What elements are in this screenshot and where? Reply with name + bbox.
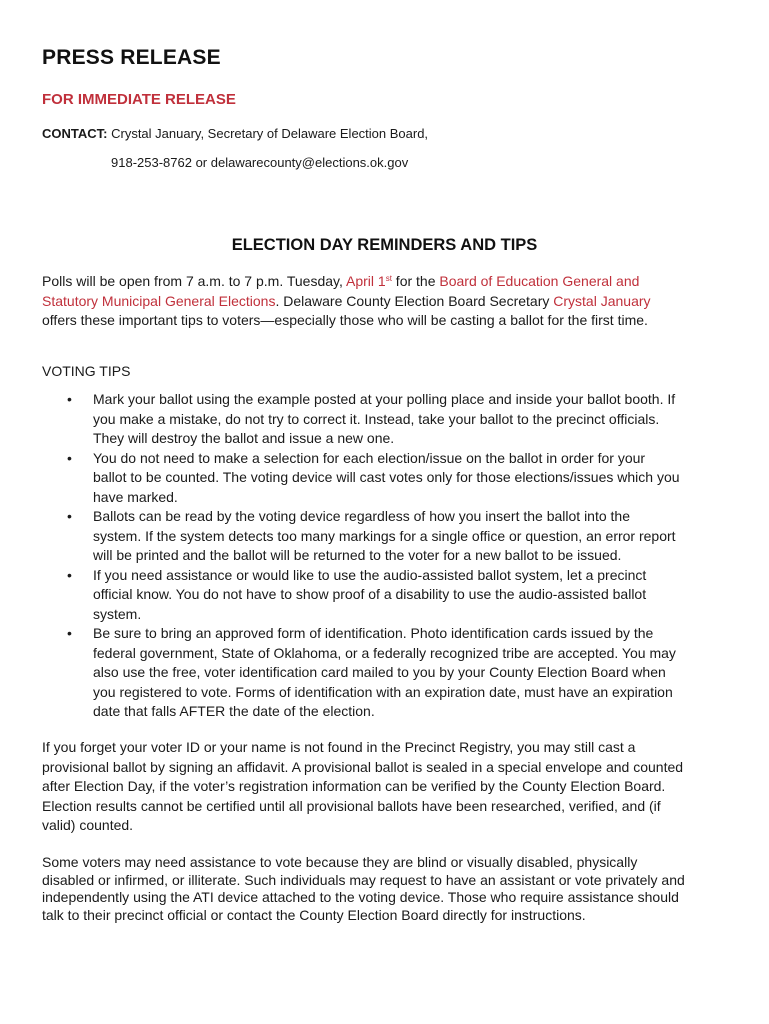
bullet: •	[67, 508, 72, 524]
election-date-suffix: st	[385, 274, 392, 283]
list-item	[42, 449, 682, 508]
tip-text: Be sure to bring an approved form of identification. Photo identification cards issued by the federal government, State of Oklahoma, or a federally recognized tribe are accepted. You may also use the free, voter identification card mailed to you by your County Election Board when you registered to vote. Forms of identification with an expiration date, must have an expiration date that falls AFTER the date of the election.	[93, 625, 676, 719]
provisional-ballot-paragraph: If you forget your voter ID or your name is not found in the Precinct Registry, you may still cast a provisional ballot by signing an affidavit. A provisional ballot is sealed in a special envelope and counted after Election Day, if the voter’s registration information can be verified by the County Election Board. Election results cannot be certified until all provisional ballots have been researched, verified, and (if valid) counted.	[42, 739, 684, 833]
bullet: •	[67, 391, 72, 407]
press-release-title: PRESS RELEASE	[42, 46, 221, 69]
headline: ELECTION DAY REMINDERS AND TIPS	[231, 236, 538, 254]
list-item	[42, 390, 682, 449]
list-item	[42, 624, 682, 722]
election-date	[346, 273, 392, 289]
contact-name: Crystal January, Secretary of Delaware Election Board,	[107, 126, 429, 141]
secretary-name: Crystal January	[553, 292, 651, 309]
immediate-release-label: FOR IMMEDIATE RELEASE	[42, 91, 236, 108]
bullet: •	[67, 566, 72, 583]
tip-text: Ballots can be read by the voting device regardless of how you insert the ballot into the system. If the system detects too many markings for a single office or question, an error report will be printed and the ballot will be returned to the voter for a new ballot to be issued.	[93, 508, 676, 563]
voting-tips-heading: VOTING TIPS	[42, 363, 131, 379]
election-date-text: April 1	[346, 273, 386, 289]
intro-text-3: . Delaware County Election Board Secretary	[275, 292, 554, 309]
tip-text: Mark your ballot using the example posted at your polling place and inside your ballot booth. If you make a mistake, do not try to correct it. Instead, take your ballot to the precinct officials. They will destroy the ballot and issue a new one.	[93, 391, 676, 446]
tip-text: If you need assistance or would like to use the audio-assisted ballot system, let a precinct official know. You do not have to show proof of a disability to use the audio-assisted ballot system.	[93, 566, 647, 622]
tips-list	[42, 390, 682, 722]
list-item	[42, 507, 682, 566]
assistance-paragraph: Some voters may need assistance to vote because they are blind or visually disabled, physically disabled or infirmed, or illiterate. Such individuals may request to have an assistant or vote privately and independently using the ATI device attached to the voting device. Those who require assistance should talk to their precinct official or contact the County Election Board directly for instructions.	[42, 854, 685, 923]
intro-text-4: offers these important tips to voters—especially those who will be casting a ballot for the first time.	[42, 312, 648, 328]
intro-text-2: for the	[391, 273, 440, 289]
tip-text: You do not need to make a selection for each election/issue on the ballot in order for your ballot to be counted. The voting device will cast votes only for those elections/issues which you have marked.	[93, 449, 680, 505]
bullet: •	[67, 449, 72, 466]
elections-name: Board of Education General and Statutory Municipal General Elections	[42, 273, 640, 309]
contact-line-1	[42, 126, 428, 141]
bullet: •	[67, 625, 72, 641]
intro-paragraph	[42, 272, 682, 331]
list-item	[42, 566, 682, 625]
intro-text-1: Polls will be open from 7 a.m. to 7 p.m. Tuesday,	[42, 273, 346, 289]
contact-label: CONTACT:	[42, 126, 108, 141]
contact-line-2: 918-253-8762 or delawarecounty@elections.ok.gov	[111, 155, 409, 170]
